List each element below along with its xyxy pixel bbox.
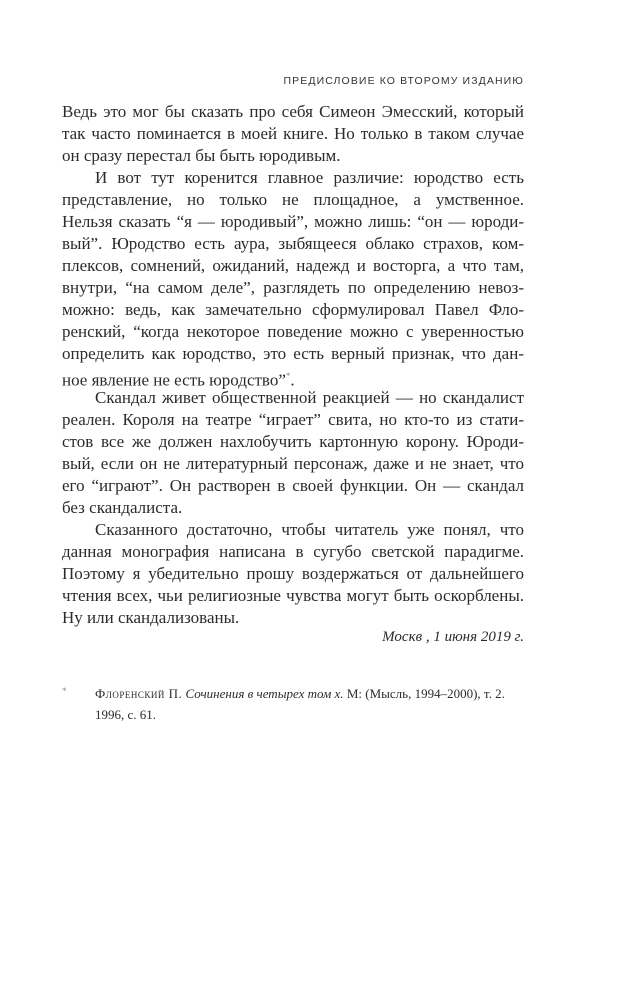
text-line-content: . xyxy=(290,370,295,390)
text-line-content: плексов, сомнений, ожиданий, надежд и восторга, а что там, xyxy=(62,256,524,275)
text-line xyxy=(62,343,524,365)
text-line xyxy=(62,453,524,475)
body-text xyxy=(62,101,524,629)
text-line-content: без скандалиста. xyxy=(62,498,183,517)
footnote-reference[interactable]: * xyxy=(285,371,291,381)
text-line-content: Нельзя сказать “я — юродивый”, можно лишь: “он — юроди- xyxy=(62,212,524,231)
text-line xyxy=(62,387,524,409)
text-line xyxy=(62,409,524,431)
text-line-content: Поэтому я убедительно прошу воздержаться от дальнейшего xyxy=(62,564,524,583)
text-line xyxy=(62,255,524,277)
footnote-title: Сочинения в четырех том х. xyxy=(185,686,344,701)
footnote xyxy=(95,683,515,725)
text-line-content: он сразу перестал бы быть юродивым. xyxy=(62,146,341,165)
text-line xyxy=(62,101,524,123)
text-line-content: ное явление не есть юродство” xyxy=(62,370,286,390)
text-line xyxy=(62,189,524,211)
text-line-content: так часто поминается в моей книге. Но только в таком случае xyxy=(62,124,524,143)
text-line xyxy=(62,497,524,519)
text-line xyxy=(62,607,524,629)
text-line-content: вый”. Юродство есть аура, зыбящееся облако страхов, ком- xyxy=(62,234,524,253)
text-line xyxy=(62,145,524,167)
text-line-content: вый, если он не литературный персонаж, даже и не знает, что xyxy=(62,454,524,473)
text-line-content: данная монография написана в сугубо светской парадигме. xyxy=(62,542,524,561)
text-line-content: его “играют”. Он растворен в своей функции. Он — скандал xyxy=(62,476,524,495)
text-line xyxy=(62,585,524,607)
text-line xyxy=(62,541,524,563)
text-line xyxy=(62,365,524,390)
text-line xyxy=(62,277,524,299)
text-line-content: И вот тут коренится главное различие: юродство есть xyxy=(95,168,524,187)
footnote-marker: * xyxy=(62,686,67,696)
running-header: ПРЕДИСЛОВИЕ КО ВТОРОМУ ИЗДАНИЮ xyxy=(283,75,524,87)
text-line xyxy=(62,123,524,145)
text-line-content: Ведь это мог бы сказать про себя Симеон Эмесский, который xyxy=(62,102,524,121)
footnote-author: Флоренский П. xyxy=(95,686,183,701)
text-line-content: чтения всех, чьи религиозные чувства могут быть оскорблены. xyxy=(62,586,524,605)
text-line-content: можно: ведь, как замечательно сформулировал Павел Фло- xyxy=(62,300,524,319)
text-line-content: Сказанного достаточно, чтобы читатель уже понял, что xyxy=(95,520,524,539)
text-line-content: реален. Короля на театре “играет” свита, но кто-то из стати- xyxy=(62,410,524,429)
footnote-details: М: (Мысль, 1994–2000), т. 2. 1996, с. 61. xyxy=(95,686,505,722)
text-line xyxy=(62,321,524,343)
text-line-content: стов все же должен нахлобучить картонную корону. Юроди- xyxy=(62,432,524,451)
text-line xyxy=(62,299,524,321)
text-line-content: определить как юродство, это есть верный признак, что дан- xyxy=(62,344,524,363)
text-line xyxy=(62,211,524,233)
signature-place-date: Москв , 1 июня 2019 г. xyxy=(382,629,524,645)
text-line xyxy=(62,519,524,541)
text-line xyxy=(62,167,524,189)
text-line xyxy=(62,475,524,497)
text-line-content: ренский, “когда некоторое поведение можно с уверенностью xyxy=(62,322,524,341)
text-line-content: Скандал живет общественной реакцией — но скандалист xyxy=(95,388,524,407)
text-line-content: Ну или скандализованы. xyxy=(62,608,240,627)
text-line-content: представление, но только не площадное, а умственное. xyxy=(62,190,524,209)
text-line xyxy=(62,431,524,453)
text-line xyxy=(62,563,524,585)
text-line xyxy=(62,233,524,255)
text-line-content: внутри, “на самом деле”, разглядеть по определению невоз- xyxy=(62,278,524,297)
